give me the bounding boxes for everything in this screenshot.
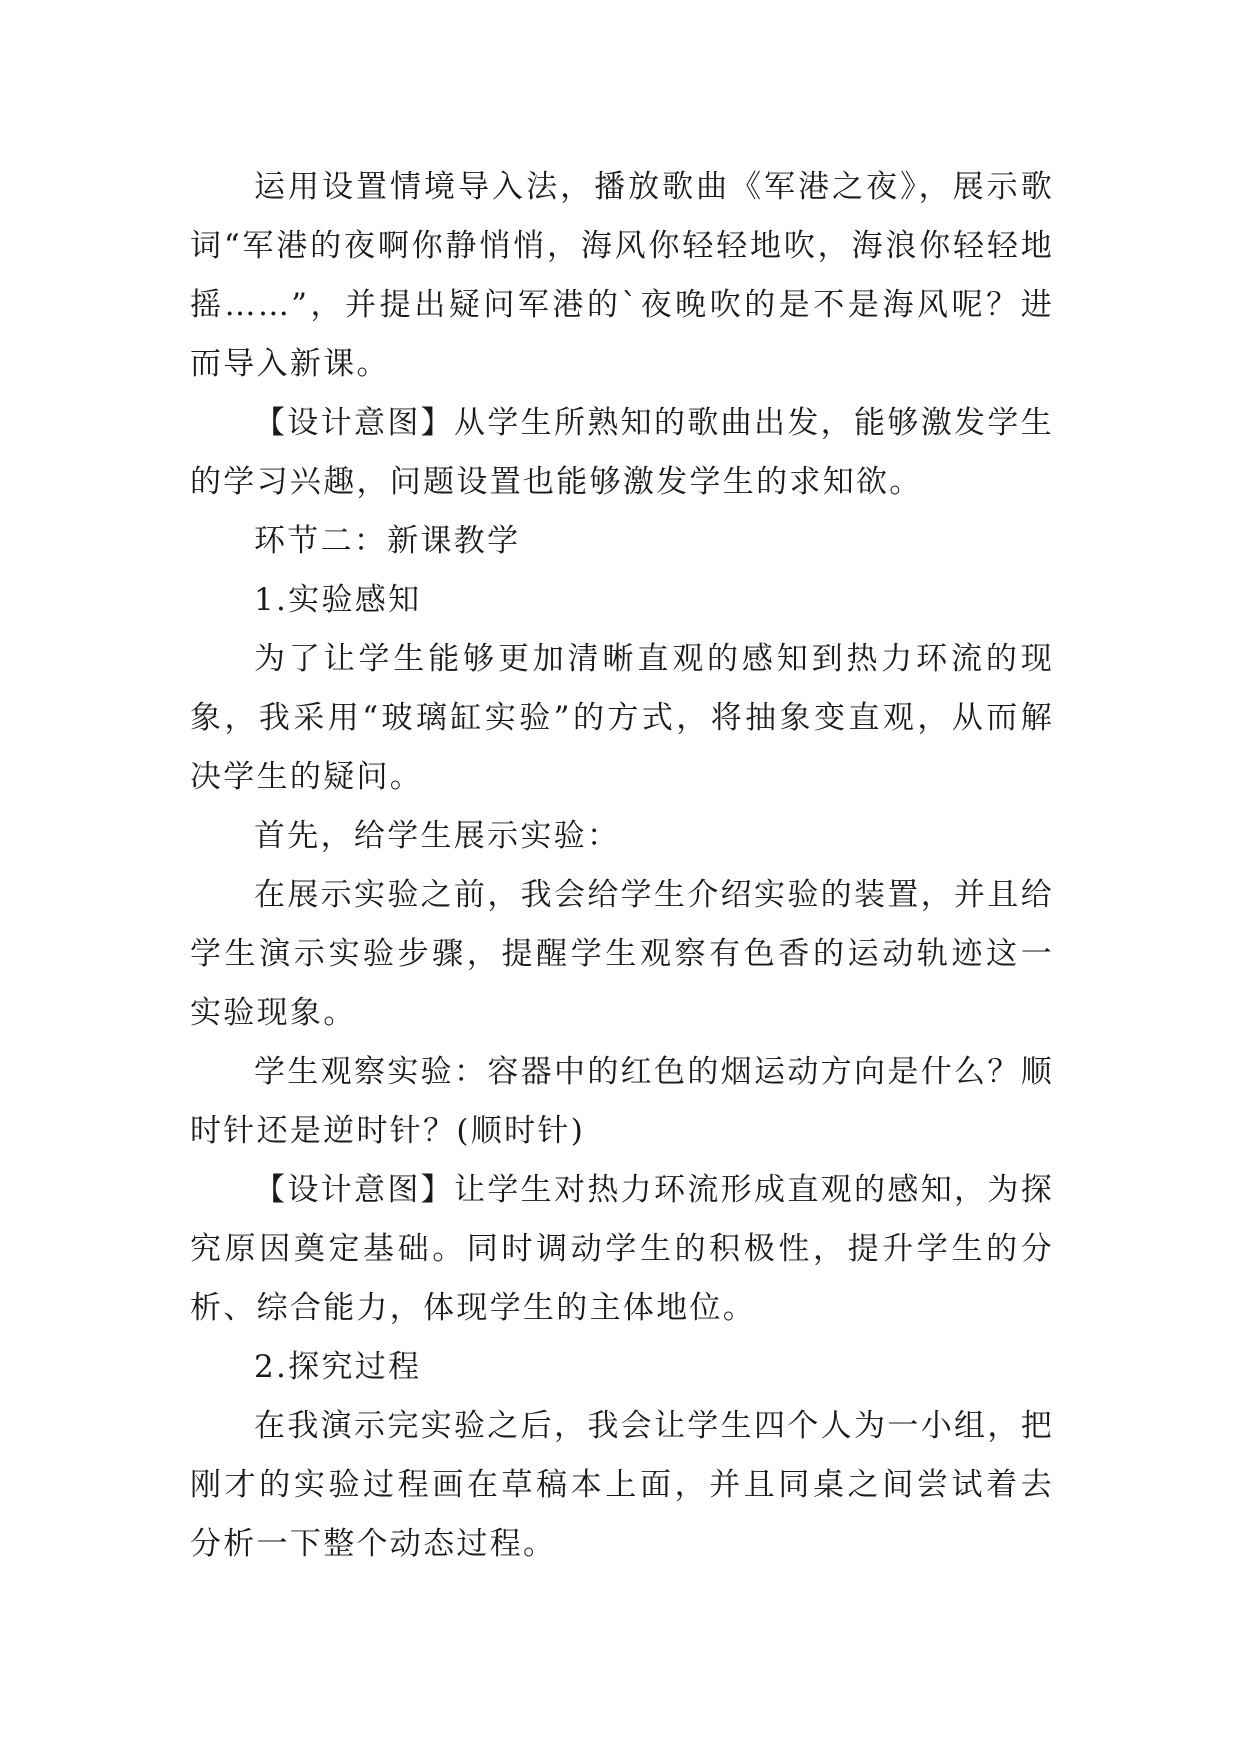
subheading-exploration-process: 2.探究过程 <box>254 1349 422 1385</box>
section-heading-new-lesson: 环节二：新课教学 <box>254 523 521 559</box>
paragraph-design-intent-2: 【设计意图】让学生对热力环流形成直观的感知，为探究原因奠定基础。同时调动学生的积极性，提升学生的分析、综合能力，体现学生的主体地位。 <box>190 1172 1054 1326</box>
paragraph-group-work: 在我演示完实验之后，我会让学生四个人为一小组，把刚才的实验过程画在草稿本上面，并且同桌之间尝试着去分析一下整个动态过程。 <box>190 1408 1054 1562</box>
subheading-experiment-perception: 1.实验感知 <box>254 582 422 618</box>
paragraph-design-intent-1: 【设计意图】从学生所熟知的歌曲出发，能够激发学生的学习兴趣，问题设置也能够激发学生的求知欲。 <box>190 405 1054 500</box>
paragraph-intro-method: 运用设置情境导入法，播放歌曲《军港之夜》，展示歌词“军港的夜啊你静悄悄，海风你轻轻地吹，海浪你轻轻地摇……”，并提出疑问军港的`夜晚吹的是不是海风呢？进而导入新课。 <box>190 169 1054 382</box>
paragraph-glass-tank-experiment: 为了让学生能够更加清晰直观的感知到热力环流的现象，我采用“玻璃缸实验”的方式，将抽象变直观，从而解决学生的疑问。 <box>190 641 1054 795</box>
document-body <box>190 158 1054 1574</box>
paragraph-before-experiment: 在展示实验之前，我会给学生介绍实验的装置，并且给学生演示实验步骤，提醒学生观察有色香的运动轨迹这一实验现象。 <box>190 877 1054 1031</box>
paragraph-show-experiment: 首先，给学生展示实验： <box>254 818 621 854</box>
paragraph-student-observation: 学生观察实验：容器中的红色的烟运动方向是什么？顺时针还是逆时针？(顺时针) <box>190 1054 1054 1149</box>
